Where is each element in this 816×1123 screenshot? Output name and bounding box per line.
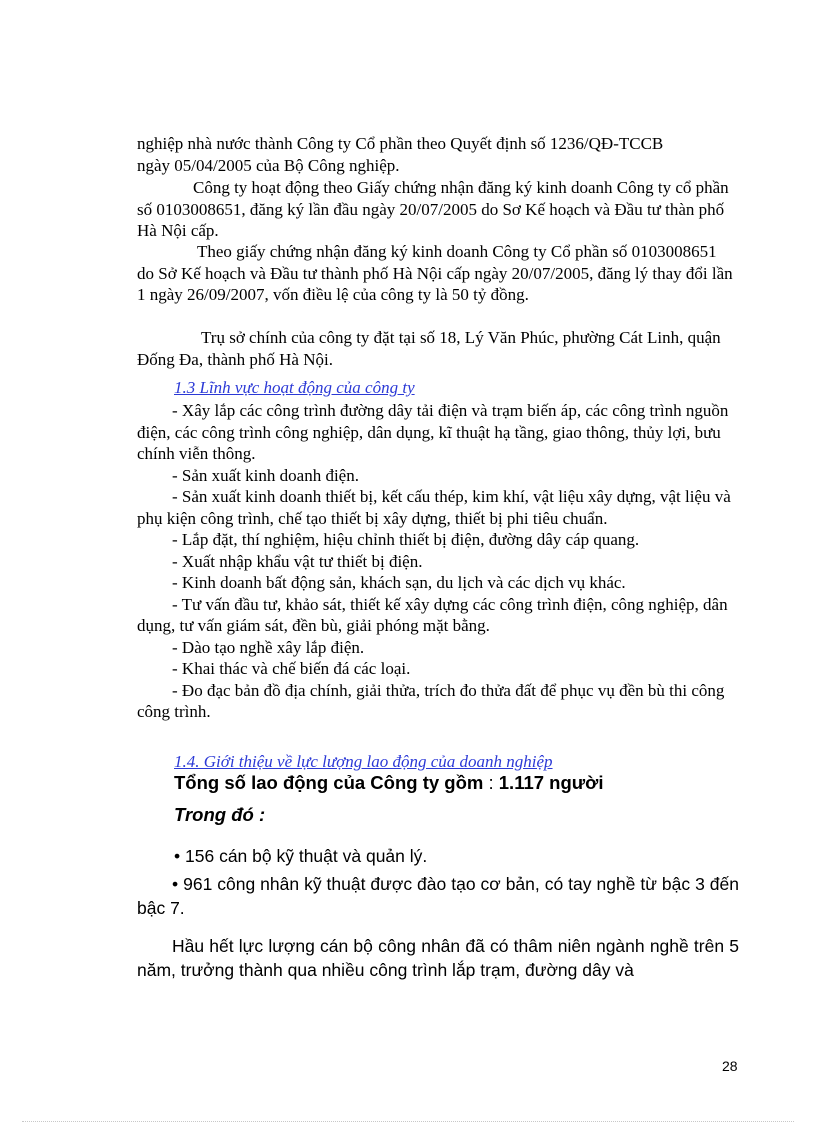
- list-item: - Lắp đặt, thí nghiệm, hiệu chỉnh thiết bị điện, đường dây cáp quang.: [172, 530, 640, 549]
- list-item: - Đo đạc bản đồ địa chính, giải thửa, trích đo thửa đất để phục vụ đền bù thi công công trình.: [137, 680, 725, 721]
- intro-paragraph-2: Công ty hoạt động theo Giấy chứng nhận đăng ký kinh doanh Công ty cổ phần số 0103008651, đăng ký lần đầu ngày 20/07/2005 do Sơ Kế hoạch và Đầu tư thàn phố Hà Nội cấp.: [137, 178, 729, 240]
- total-separator: :: [483, 772, 499, 793]
- section-1-3-heading[interactable]: 1.3 Lĩnh vực hoạt động của công ty: [174, 378, 415, 397]
- list-item: - Sản xuất kinh doanh thiết bị, kết cấu thép, kim khí, vật liệu xây dựng, vật liệu và phụ kiện công trình, chế tạo thiết bị xây dựng, thiết bị phi tiêu chuẩn.: [137, 487, 731, 528]
- list-item: - Sản xuất kinh doanh điện.: [172, 465, 359, 485]
- intro-paragraph-4: Trụ sở chính của công ty đặt tại số 18, Lý Văn Phúc, phường Cát Linh, quận Đống Đa, thành phố Hà Nội.: [137, 328, 721, 369]
- intro-paragraph-3: Theo giấy chứng nhận đăng ký kinh doanh Công ty Cổ phần số 0103008651 do Sở Kế hoạch và Đầu tư thành phố Hà Nội cấp ngày 20/07/2005, đăng lý thay đổi lần 1 ngày 26/09/2007, vốn điều lệ của công ty là 50 tỷ đồng.: [137, 242, 733, 304]
- list-item: - Dào tạo nghề xây lắp điện.: [172, 637, 365, 657]
- list-item: - Khai thác và chế biến đá các loại.: [172, 659, 411, 678]
- section-1-4-heading[interactable]: 1.4. Giới thiệu về lực lượng lao động của doanh nghiệp: [174, 752, 553, 771]
- list-item: - Kinh doanh bất động sản, khách sạn, du lịch và các dịch vụ khác.: [172, 573, 626, 592]
- intro-p1-line2: ngày 05/04/2005 của Bộ Công nghiệp.: [137, 155, 400, 175]
- bullet-icon: •: [172, 874, 179, 894]
- bullet-icon: •: [174, 846, 181, 866]
- total-workforce-line: [174, 772, 603, 794]
- intro-p1-line1: nghiệp nhà nước thành Công ty Cổ phần theo Quyết định số 1236/QĐ-TCCB: [137, 134, 664, 153]
- page-bottom-divider: [22, 1121, 794, 1122]
- bullet-text: 156 cán bộ kỹ thuật và quản lý.: [185, 846, 428, 866]
- bullet-text: 961 công nhân kỹ thuật được đào tạo cơ bản, có tay nghề từ bậc 3 đến bậc 7.: [137, 874, 739, 918]
- closing-paragraph: Hầu hết lực lượng cán bộ công nhân đã có thâm niên ngành nghề trên 5 năm, trưởng thành qua nhiều công trình lắp trạm, đường dây và: [137, 936, 739, 980]
- subheading-trong-do: Trong đó :: [174, 804, 266, 825]
- intro-paragraph-1: [137, 133, 737, 176]
- list-item: - Xuất nhập khẩu vật tư thiết bị điện.: [172, 551, 423, 571]
- list-item: - Xây lắp các công trình đường dây tải điện và trạm biến áp, các công trình nguồn điện, các công trình công nghiệp, dân dụng, kĩ thuật hạ tầng, giao thông, thủy lợi, bưu chính viễn thông.: [137, 401, 729, 463]
- bullet-item-1: [174, 846, 427, 867]
- total-label: Tổng số lao động của Công ty gồm: [174, 772, 484, 793]
- bullet-item-2: [137, 872, 739, 920]
- page-number: 28: [722, 1058, 738, 1074]
- list-item: - Tư vấn đầu tư, khảo sát, thiết kế xây dựng các công trình điện, công nghiệp, dân dụng, tư vấn giám sát, đền bù, giải phóng mặt bằng.: [137, 594, 728, 635]
- section-1-3-list: [137, 400, 737, 723]
- total-value: 1.117 người: [498, 772, 604, 793]
